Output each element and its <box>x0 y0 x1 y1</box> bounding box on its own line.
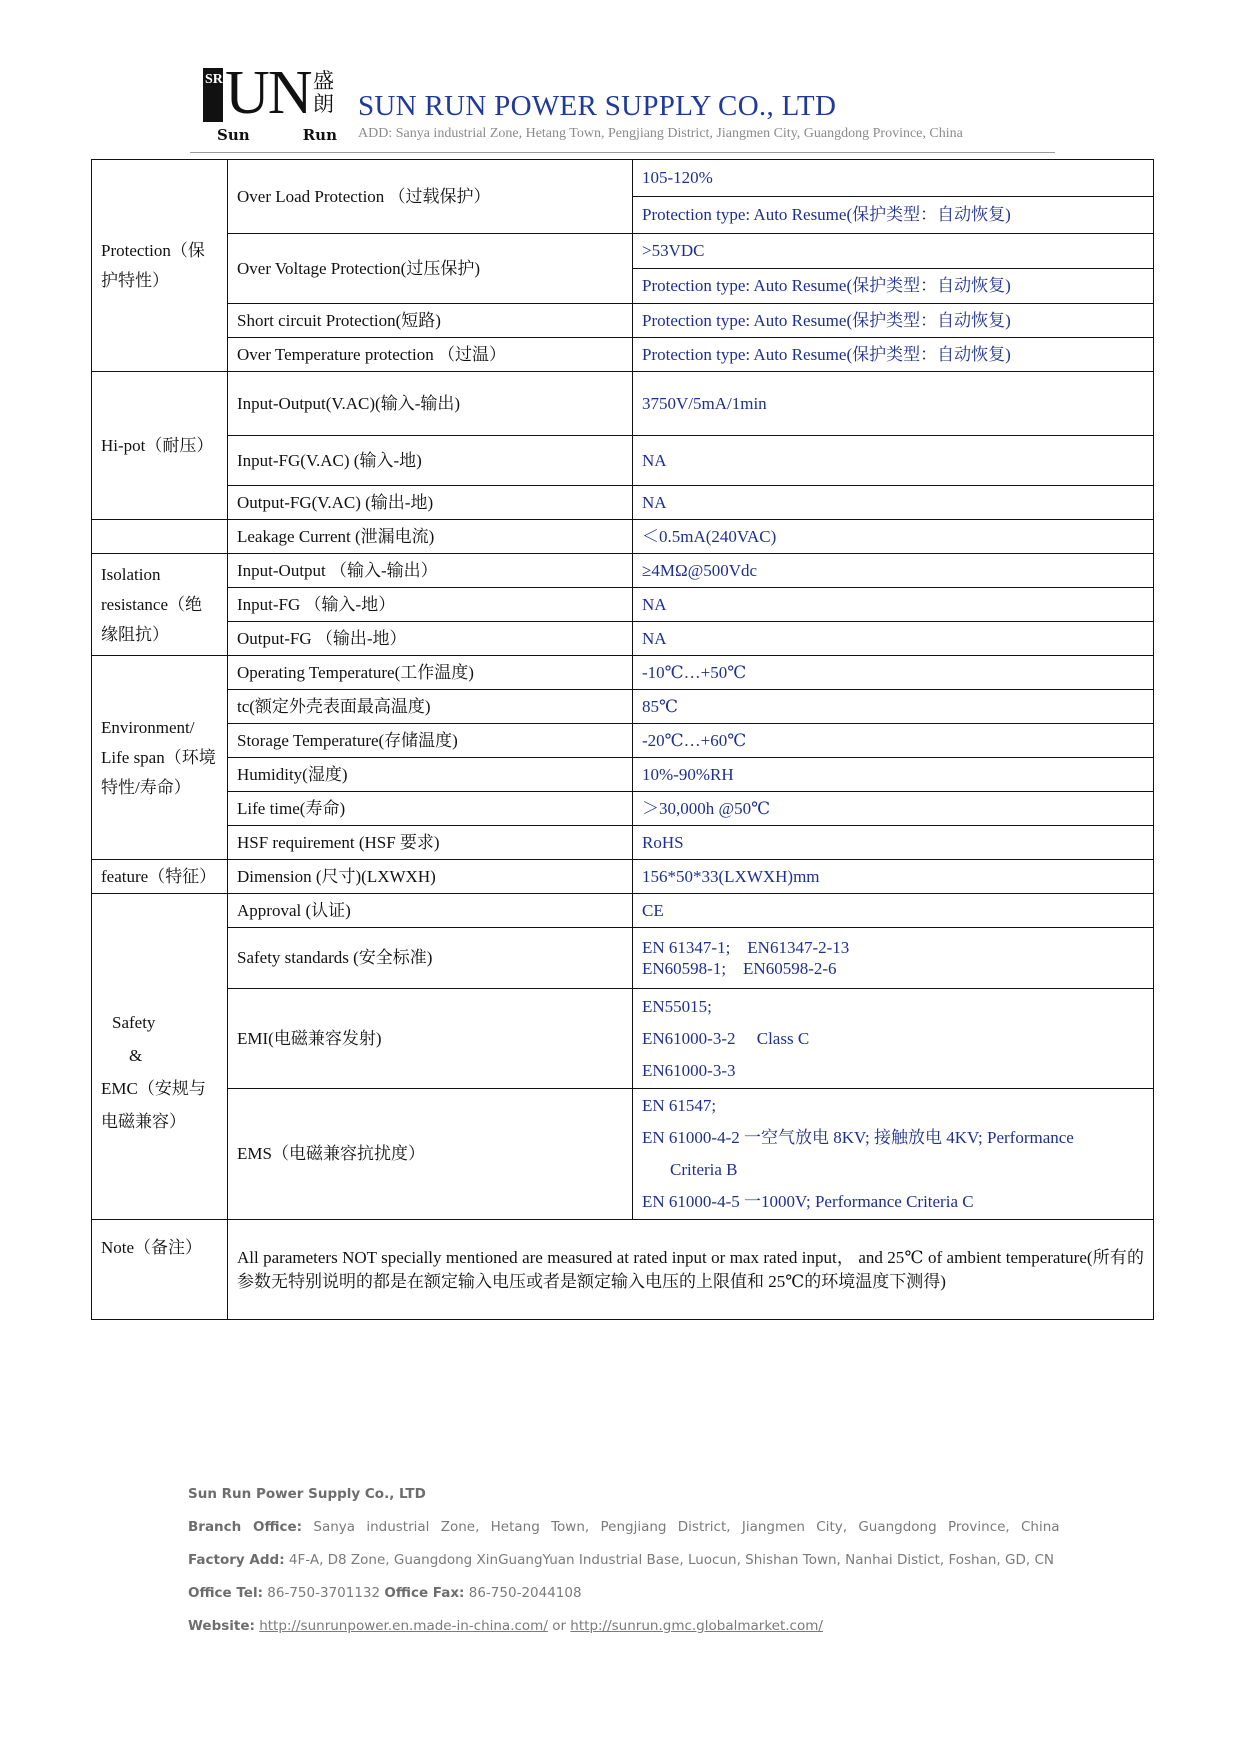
footer-factory: Factory Add: 4F-A, D8 Zone, Guangdong XinGuangYuan Industrial Base, Luocun, Shishan Town, Nanhai Distict, Foshan, GD, CN <box>188 1552 1054 1568</box>
table-row <box>92 622 1154 656</box>
table-row <box>92 724 1154 758</box>
param-short-circuit: Short circuit Protection(短路) <box>228 304 633 338</box>
website-link-globalmarket[interactable]: http://sunrun.gmc.globalmarket.com/ <box>570 1618 823 1634</box>
param-approval: Approval (认证) <box>228 894 633 928</box>
value-over-load-type: Protection type: Auto Resume(保护类型：自动恢复) <box>633 197 1154 234</box>
param-safety-standards: Safety standards (安全标准) <box>228 928 633 989</box>
value-emi: EN55015; EN61000-3-2 Class C EN61000-3-3 <box>633 989 1154 1089</box>
value-operating-temperature: -10℃…+50℃ <box>633 656 1154 690</box>
param-operating-temperature: Operating Temperature(工作温度) <box>228 656 633 690</box>
value-ems: EN 61547; EN 61000-4-2 一空气放电 8KV; 接触放电 4KV; Performance Criteria B EN 61000-4-5 一1000V; Performance Criteria C <box>633 1089 1154 1220</box>
letterhead <box>203 59 1053 148</box>
table-row <box>92 554 1154 588</box>
table-row <box>92 160 1154 197</box>
category-note: Note（备注） <box>92 1220 228 1320</box>
logo-sub-right: Run <box>302 126 337 144</box>
param-tc: tc(额定外壳表面最高温度) <box>228 690 633 724</box>
param-hipot-input-output: Input-Output(V.AC)(输入-输出) <box>228 372 633 436</box>
param-over-voltage: Over Voltage Protection(过压保护) <box>228 234 633 304</box>
category-environment: Environment/ Life span（环境特性/寿命） <box>92 656 228 860</box>
logo-subtitle <box>217 126 337 144</box>
company-logo <box>203 59 338 144</box>
value-over-voltage-limit: >53VDC <box>633 234 1154 269</box>
value-over-temperature: Protection type: Auto Resume(保护类型：自动恢复) <box>633 338 1154 372</box>
param-isolation-input-fg: Input-FG （输入-地） <box>228 588 633 622</box>
company-name: SUN RUN POWER SUPPLY CO., LTD <box>358 90 837 122</box>
param-life-time: Life time(寿命) <box>228 792 633 826</box>
table-row <box>92 338 1154 372</box>
category-empty <box>92 520 228 554</box>
logo-sr-letters: SR <box>205 72 223 87</box>
table-row <box>92 989 1154 1089</box>
table-row <box>92 436 1154 486</box>
table-row <box>92 520 1154 554</box>
value-approval: CE <box>633 894 1154 928</box>
category-safety-emc: Safety & EMC（安规与电磁兼容） <box>92 894 228 1220</box>
value-humidity: 10%-90%RH <box>633 758 1154 792</box>
company-address: ADD: Sanya industrial Zone, Hetang Town, Pengjiang District, Jiangmen City, Guangdong Province, China <box>358 126 963 141</box>
spec-table <box>91 159 1154 1320</box>
footer-website: Website: http://sunrunpower.en.made-in-china.com/ or http://sunrun.gmc.globalmarket.com/ <box>188 1618 823 1634</box>
table-row <box>92 1089 1154 1220</box>
table-row <box>92 372 1154 436</box>
param-hipot-output-fg: Output-FG(V.AC) (输出-地) <box>228 486 633 520</box>
table-row <box>92 690 1154 724</box>
note-text: All parameters NOT specially mentioned are measured at rated input or max rated input， and 25℃ of ambient temperature(所有的参数无特别说明的都是在额定输入电压或者是额定输入电压的上限值和 25℃的环境温度下测得) <box>228 1220 1154 1320</box>
header-divider <box>190 152 1055 153</box>
param-leakage-current: Leakage Current (泄漏电流) <box>228 520 633 554</box>
param-ems: EMS（电磁兼容抗扰度） <box>228 1089 633 1220</box>
table-row <box>92 1220 1154 1320</box>
footer-company: Sun Run Power Supply Co., LTD <box>188 1486 426 1502</box>
table-row <box>92 928 1154 989</box>
param-over-temperature: Over Temperature protection （过温） <box>228 338 633 372</box>
param-emi: EMI(电磁兼容发射) <box>228 989 633 1089</box>
table-row <box>92 588 1154 622</box>
param-isolation-output-fg: Output-FG （输出-地） <box>228 622 633 656</box>
table-row <box>92 486 1154 520</box>
page-footer <box>188 1478 1058 1643</box>
value-hipot-output-fg: NA <box>633 486 1154 520</box>
value-hsf: RoHS <box>633 826 1154 860</box>
value-over-load-range: 105-120% <box>633 160 1154 197</box>
table-row <box>92 656 1154 690</box>
param-dimension: Dimension (尺寸)(LXWXH) <box>228 860 633 894</box>
value-hipot-input-fg: NA <box>633 436 1154 486</box>
value-safety-standards: EN 61347-1; EN61347-2-13 EN60598-1; EN60598-2-6 <box>633 928 1154 989</box>
param-isolation-input-output: Input-Output （输入-输出） <box>228 554 633 588</box>
value-hipot-input-output: 3750V/5mA/1min <box>633 372 1154 436</box>
table-row <box>92 304 1154 338</box>
logo-chinese-name: 盛朗 <box>313 69 334 116</box>
logo-sr-block <box>203 68 223 122</box>
value-dimension: 156*50*33(LXWXH)mm <box>633 860 1154 894</box>
category-feature: feature（特征） <box>92 860 228 894</box>
category-protection: Protection（保护特性） <box>92 160 228 372</box>
table-row <box>92 234 1154 269</box>
category-hipot: Hi-pot（耐压） <box>92 372 228 520</box>
logo-sub-left: Sun <box>217 126 250 144</box>
table-row <box>92 758 1154 792</box>
param-over-load: Over Load Protection （过载保护） <box>228 160 633 234</box>
value-over-voltage-type: Protection type: Auto Resume(保护类型：自动恢复) <box>633 269 1154 304</box>
value-isolation-output-fg: NA <box>633 622 1154 656</box>
footer-contact: Office Tel: 86-750-3701132 Office Fax: 86-750-2044108 <box>188 1585 582 1601</box>
table-row <box>92 792 1154 826</box>
value-storage-temperature: -20℃…+60℃ <box>633 724 1154 758</box>
value-isolation-input-output: ≥4MΩ@500Vdc <box>633 554 1154 588</box>
value-isolation-input-fg: NA <box>633 588 1154 622</box>
value-leakage-current: ＜0.5mA(240VAC) <box>633 520 1154 554</box>
param-hipot-input-fg: Input-FG(V.AC) (输入-地) <box>228 436 633 486</box>
website-link-made-in-china[interactable]: http://sunrunpower.en.made-in-china.com/ <box>259 1618 548 1634</box>
param-storage-temperature: Storage Temperature(存储温度) <box>228 724 633 758</box>
logo-un-letters: UN <box>225 59 311 127</box>
value-life-time: ＞30,000h @50℃ <box>633 792 1154 826</box>
value-tc: 85℃ <box>633 690 1154 724</box>
category-isolation: Isolation resistance（绝缘阻抗） <box>92 554 228 656</box>
value-short-circuit: Protection type: Auto Resume(保护类型：自动恢复) <box>633 304 1154 338</box>
footer-branch: Branch Office: Sanya industrial Zone, Hetang Town, Pengjiang District, Jiangmen City, Guangdong Province, China <box>188 1519 1060 1535</box>
table-row <box>92 826 1154 860</box>
table-row <box>92 894 1154 928</box>
param-humidity: Humidity(湿度) <box>228 758 633 792</box>
param-hsf: HSF requirement (HSF 要求) <box>228 826 633 860</box>
table-row <box>92 860 1154 894</box>
